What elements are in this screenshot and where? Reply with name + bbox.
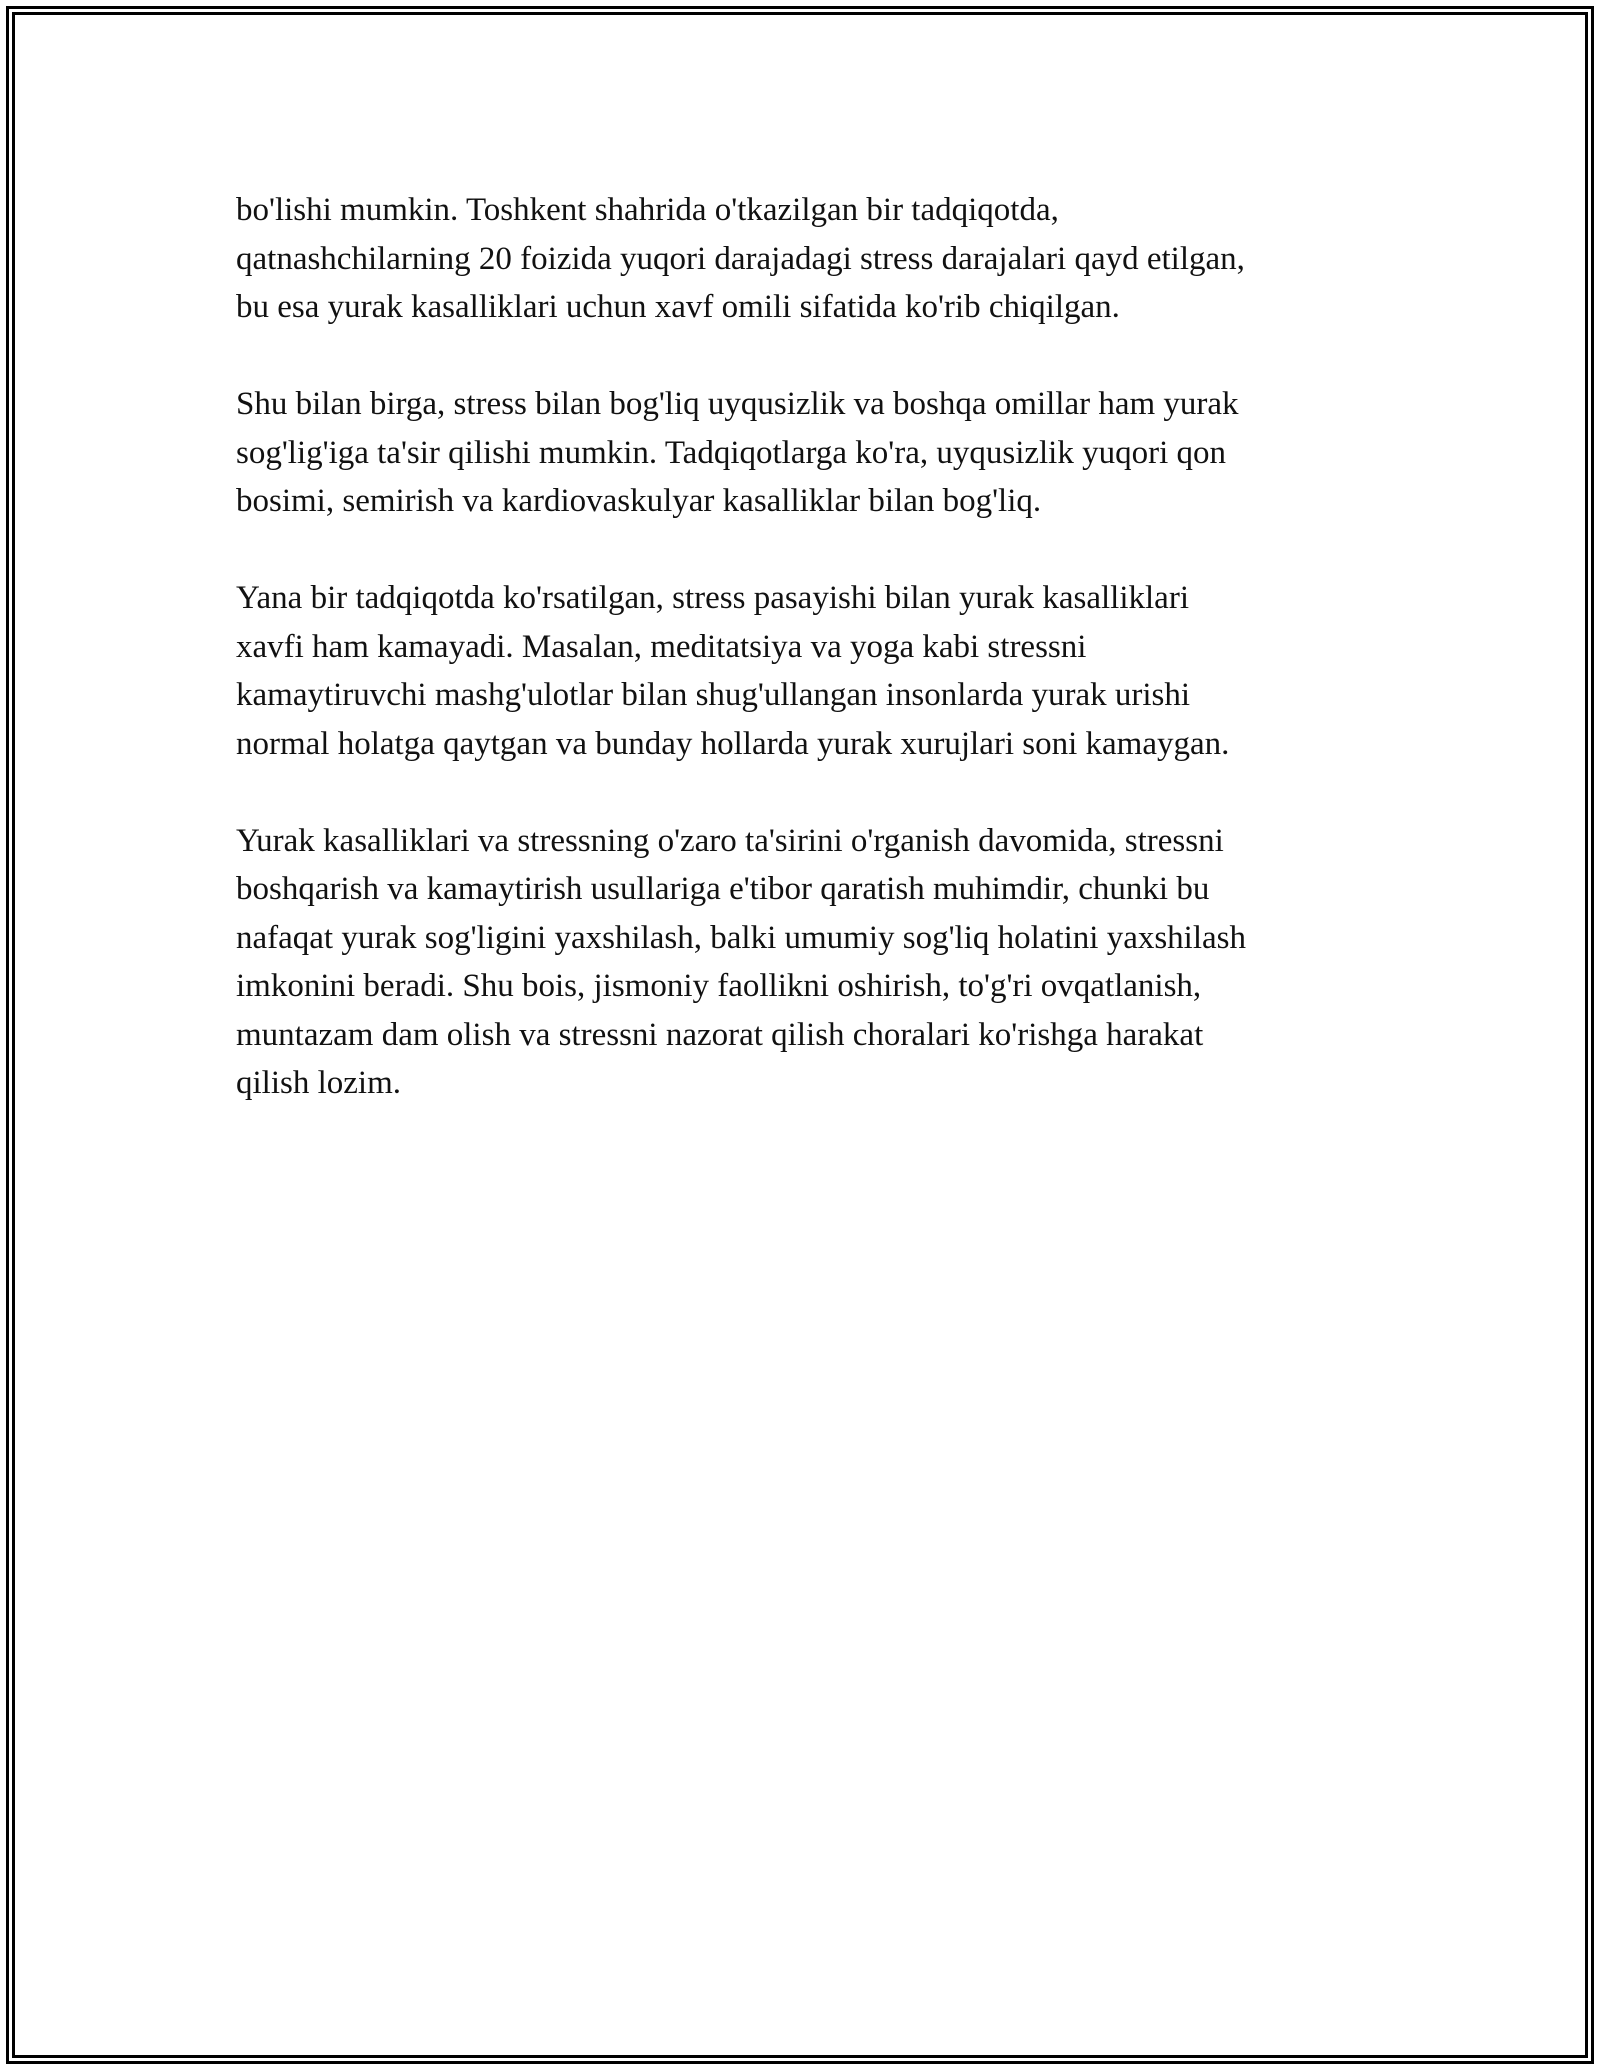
text-line: Yurak kasalliklari va stressning o'zaro ta'sirini o'rganish davomida, stressni	[236, 822, 1224, 859]
paragraph-3	[236, 574, 1366, 768]
text-line: qilish lozim.	[236, 1065, 401, 1101]
paragraph-2	[236, 380, 1366, 526]
text-line: bo'lishi mumkin. Toshkent shahrida o'tkazilgan bir tadqiqotda,	[236, 192, 1059, 228]
text-line: normal holatga qaytgan va bunday hollarda yurak xurujlari soni kamaygan.	[236, 725, 1230, 762]
paragraph-1	[236, 186, 1366, 332]
text-line: xavfi ham kamayadi. Masalan, meditatsiya va yoga kabi stressni	[236, 628, 1087, 665]
paragraph-4	[236, 817, 1366, 1108]
text-line: sog'lig'iga ta'sir qilishi mumkin. Tadqiqotlarga ko'ra, uyqusizlik yuqori qon	[236, 434, 1226, 471]
text-line: boshqarish va kamaytirish usullariga e'tibor qaratish muhimdir, chunki bu	[236, 871, 1210, 907]
text-line: qatnashchilarning 20 foizida yuqori darajadagi stress darajalari qayd etilgan,	[236, 240, 1245, 277]
text-line: muntazam dam olish va stressni nazorat qilish choralari ko'rishga harakat	[236, 1016, 1204, 1053]
text-line: imkonini beradi. Shu bois, jismoniy faollikni oshirish, to'g'ri ovqatlanish,	[236, 968, 1202, 1004]
text-line: kamaytiruvchi mashg'ulotlar bilan shug'ullangan insonlarda yurak urishi	[236, 677, 1191, 713]
document-body	[236, 186, 1366, 1156]
text-line: Shu bilan birga, stress bilan bog'liq uyqusizlik va boshqa omillar ham yurak	[236, 386, 1239, 422]
text-line: bu esa yurak kasalliklari uchun xavf omili sifatida ko'rib chiqilgan.	[236, 289, 1120, 325]
text-line: bosimi, semirish va kardiovaskulyar kasalliklar bilan bog'liq.	[236, 483, 1042, 519]
text-line: Yana bir tadqiqotda ko'rsatilgan, stress pasayishi bilan yurak kasalliklari	[236, 580, 1189, 616]
text-line: nafaqat yurak sog'ligini yaxshilash, balki umumiy sog'liq holatini yaxshilash	[236, 919, 1247, 956]
